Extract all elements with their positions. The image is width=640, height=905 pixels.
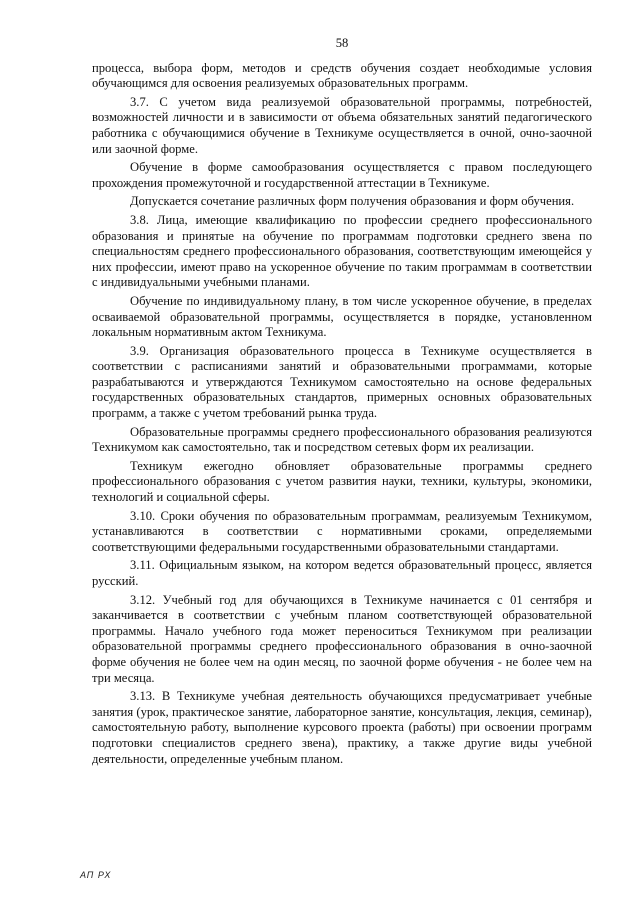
- paragraph: 3.7. С учетом вида реализуемой образовательной программы, потребностей, возможностей личности и в зависимости от объема обязательных занятий педагогического работника с обучающимися обучение в Техникуме осуществляется в очной, очно-заочной или заочной форме.: [92, 94, 592, 156]
- paragraph: 3.8. Лица, имеющие квалификацию по профессии среднего профессионального образования и принятые на обучение по программам подготовки среднего звена по специальностям среднего профессионального образования, соответствующим имеющейся у них профессии, имеют право на ускоренное обучение по таким программам в соответствии с индивидуальными учебными планами.: [92, 212, 592, 290]
- document-page: [92, 36, 592, 770]
- page-number: 58: [335, 36, 349, 50]
- paragraph: 3.13. В Техникуме учебная деятельность обучающихся предусматривает учебные занятия (урок, практическое занятие, лабораторное занятие, консультация, лекция, семинар), самостоятельную работу, выполнение курсового проекта (работы) при освоении программ подготовки специалистов среднего звена), практику, а также другие виды учебной деятельности, определенные учебным планом.: [92, 689, 592, 766]
- paragraph: 3.9. Организация образовательного процесса в Техникуме осуществляется в соответствии с расписаниями занятий и образовательными программами, которые разрабатываются и утверждаются Техникумом самостоятельно на основе федеральных государственных образовательных стандартов, примерных основных образовательных программ, а также с учетом требований рынка труда.: [92, 343, 592, 421]
- paragraph: процесса, выбора форм, методов и средств обучения создает необходимые условия обучающимся для освоения реализуемых образовательных программ.: [92, 60, 592, 91]
- paragraph: Образовательные программы среднего профессионального образования реализуются Техникумом как самостоятельно, так и посредством сетевых форм их реализации.: [92, 424, 592, 455]
- paragraph: Техникум ежегодно обновляет образовательные программы среднего профессионального образования с учетом развития науки, техники, культуры, экономики, технологий и социальной сферы.: [92, 458, 592, 505]
- paragraph: Допускается сочетание различных форм получения образования и форм обучения.: [130, 194, 575, 209]
- paragraph: 3.10. Сроки обучения по образовательным программам, реализуемым Техникумом, устанавливаются в соответствии с нормативными сроками, определяемыми соответствующими федеральными государственными образовательными стандартами.: [92, 508, 592, 554]
- paragraph: Обучение по индивидуальному плану, в том числе ускоренное обучение, в пределах осваиваемой образовательной программы, осуществляется в порядке, установленном локальным нормативным актом Техникума.: [92, 293, 592, 340]
- paragraph: Обучение в форме самообразования осуществляется с правом последующего прохождения промежуточной и государственной аттестации в Техникуме.: [92, 160, 592, 190]
- paragraph: 3.12. Учебный год для обучающихся в Техникуме начинается с 01 сентября и заканчивается в соответствии с учебным планом соответствующей образовательной программы. Начало учебного года может переноситься Техникумом при реализации образовательной программы среднего профессионального образования в очно-заочной форме обучения не более чем на один месяц, по заочной форме обучения - не более чем на три месяца.: [92, 592, 592, 685]
- paragraph: 3.11. Официальным языком, на котором ведется образовательный процесс, является русский.: [92, 558, 592, 588]
- footer-mark: АП РХ: [80, 870, 112, 880]
